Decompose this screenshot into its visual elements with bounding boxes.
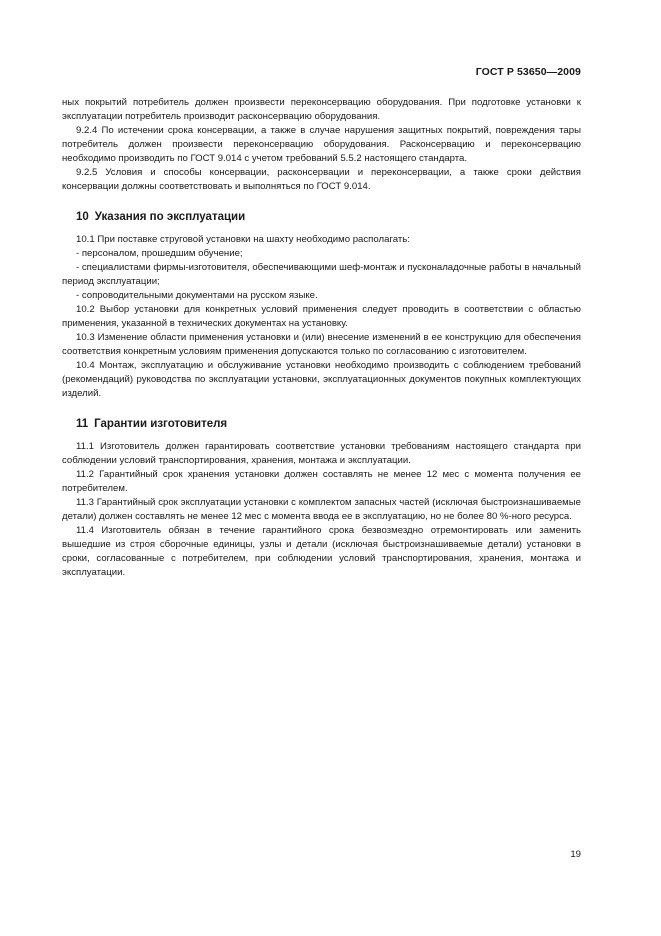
paragraph-11-4: 11.4 Изготовитель обязан в течение гарантийного срока безвозмездно отремонтировать или заменить вышедшие из строя сборочные единицы, узлы и детали (исключая быстроизнашиваемые детали) установки в сроки, согласованные с потребителем, при соблюдении условий транспортирования, хранения, монтажа и эксплуатации. — [62, 525, 581, 578]
section-10-heading — [62, 210, 581, 224]
section-11-body — [62, 440, 581, 580]
paragraph-11-2: 11.2 Гарантийный срок хранения установки должен составлять не менее 12 мес с момента получения ее потребителем. — [62, 469, 581, 494]
document-header-standard: ГОСТ Р 53650—2009 — [475, 66, 581, 78]
section-11-heading — [62, 417, 581, 431]
page-number: 19 — [570, 849, 581, 860]
page-content — [62, 96, 581, 580]
paragraph-10-1: 10.1 При поставке струговой установки на шахту необходимо располагать: — [76, 234, 410, 245]
intro-paragraphs — [62, 96, 581, 194]
paragraph-10-2: 10.2 Выбор установки для конкретных условий применения следует проводить в соответствии с областью применения, указанной в технических документах на установку. — [62, 304, 581, 329]
paragraph-9-2-4: 9.2.4 По истечении срока консервации, а также в случае нарушения защитных покрытий, повреждения тары потребитель должен произвести переконсервацию оборудования. Расконсервацию и переконсервацию необходимо производить по ГОСТ 9.014 с учетом требований 5.5.2 настоящего стандарта. — [62, 125, 581, 164]
paragraph-11-3: 11.3 Гарантийный срок эксплуатации установки с комплектом запасных частей (исключая быстроизнашиваемые детали) должен составлять не менее 12 мес с момента ввода ее в эксплуатацию, но не более 80 %-ного ресурса. — [62, 497, 581, 522]
section-title: Указания по эксплуатации — [94, 211, 246, 223]
section-number: 10 — [76, 211, 89, 223]
section-title: Гарантии изготовителя — [94, 418, 228, 430]
paragraph-10-3: 10.3 Изменение области применения установки и (или) внесение изменений в ее конструкцию для обеспечения соответствия конкретным условиям применения допускаются только по согласованию с изготовителем. — [62, 332, 581, 357]
paragraph-9-2-5: 9.2.5 Условия и способы консервации, расконсервации и переконсервации, а также сроки действия консервации должны соответствовать и выполняться по ГОСТ 9.014. — [62, 167, 581, 192]
section-10-body — [62, 233, 581, 401]
list-item: - персоналом, прошедшим обучение; — [76, 248, 243, 259]
list-item: - сопроводительными документами на русском языке. — [76, 290, 318, 301]
section-number: 11 — [76, 418, 89, 430]
paragraph-10-4: 10.4 Монтаж, эксплуатацию и обслуживание установки необходимо производить с соблюдением требований (рекомендаций) руководства по эксплуатации установки, эксплуатационных документов покупных комплектующих изделий. — [62, 360, 581, 399]
paragraph: ных покрытий потребитель должен произвести переконсервацию оборудования. При подготовке установки к эксплуатации потребитель производит расконсервацию оборудования. — [62, 97, 581, 122]
list-item: - специалистами фирмы-изготовителя, обеспечивающими шеф-монтаж и пусконаладочные работы в начальный период эксплуатации; — [62, 262, 581, 287]
paragraph-11-1: 11.1 Изготовитель должен гарантировать соответствие установки требованиям настоящего стандарта при соблюдении условий транспортирования, хранения, монтажа и эксплуатации. — [62, 441, 581, 466]
